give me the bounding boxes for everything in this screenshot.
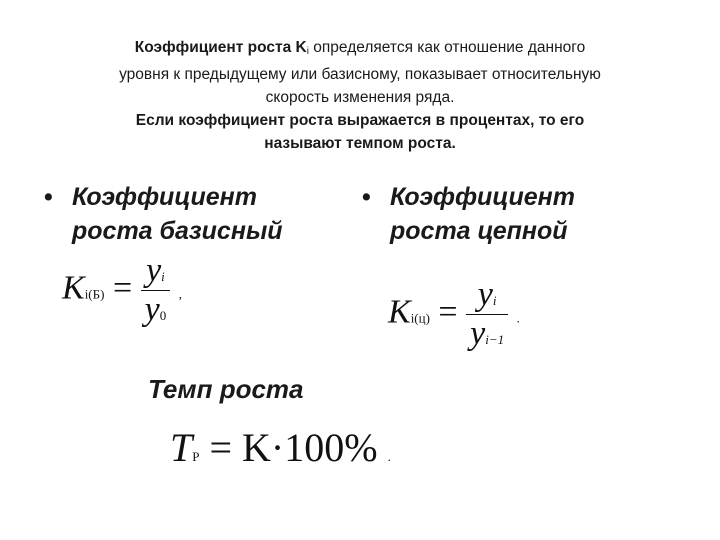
intro-line-1-end: определяется как отношение данного	[308, 39, 586, 56]
formula-basic-den: y	[144, 291, 160, 328]
intro-line-1-start: Коэффициент роста K	[134, 39, 307, 56]
formula-basic-num-sub: i	[161, 269, 165, 284]
formula-basic-fraction	[141, 252, 171, 329]
formula-chain-lhs: K	[388, 293, 411, 331]
formula-tempo-lhs-sub: Р	[192, 449, 200, 464]
formula-chain-num: y	[477, 276, 493, 313]
formula-chain-lhs-sub: i(ц)	[410, 310, 430, 326]
formula-tempo	[170, 424, 391, 471]
intro-text	[10, 36, 710, 155]
formula-basic-eq: =	[112, 269, 133, 307]
formula-chain	[388, 276, 520, 353]
formula-basic-lhs-sub: i(Б)	[84, 286, 105, 302]
bullet-dot-icon: •	[44, 183, 53, 211]
intro-bold-line-1: Если коэффициент роста выражается в процентах, то его	[135, 112, 585, 129]
intro-line-1-sub: i	[306, 46, 309, 57]
tempo-heading: Темп роста	[148, 374, 304, 404]
bullet-basic-line-2: роста базисный	[72, 217, 283, 245]
formula-chain-num-sub: i	[492, 293, 497, 308]
formula-chain-tail: .	[516, 310, 520, 326]
intro-line-2: уровня к предыдущему или базисному, показывает относительную	[119, 66, 601, 83]
formula-chain-eq: =	[438, 293, 458, 331]
intro-line-1	[10, 36, 710, 63]
intro-line-3: скорость изменения ряда.	[265, 89, 455, 106]
bullet-dot-icon: •	[362, 183, 371, 211]
bullet-chain-coefficient	[362, 180, 575, 248]
bullet-chain-line-2: роста цепной	[390, 217, 568, 245]
formula-tempo-tail: .	[387, 449, 391, 464]
formula-basic-lhs: K	[62, 269, 85, 307]
formula-tempo-rhs: = K·100%	[209, 425, 378, 470]
formula-basic-num: y	[146, 252, 162, 289]
formula-chain-den-sub: i−1	[485, 332, 505, 347]
bullet-basic-line-1: Коэффициент	[72, 183, 257, 211]
formula-basic-tail: ,	[178, 286, 182, 302]
bullet-basic-coefficient	[44, 180, 283, 248]
formula-tempo-lhs: T	[170, 425, 193, 470]
intro-bold-line-2: называют темпом роста.	[264, 135, 456, 152]
formula-chain-den: y	[470, 315, 486, 352]
formula-basic-den-sub: 0	[159, 308, 167, 323]
bullet-chain-line-1: Коэффициент	[390, 183, 575, 211]
formula-basic	[62, 252, 182, 329]
formula-chain-fraction	[466, 276, 508, 353]
